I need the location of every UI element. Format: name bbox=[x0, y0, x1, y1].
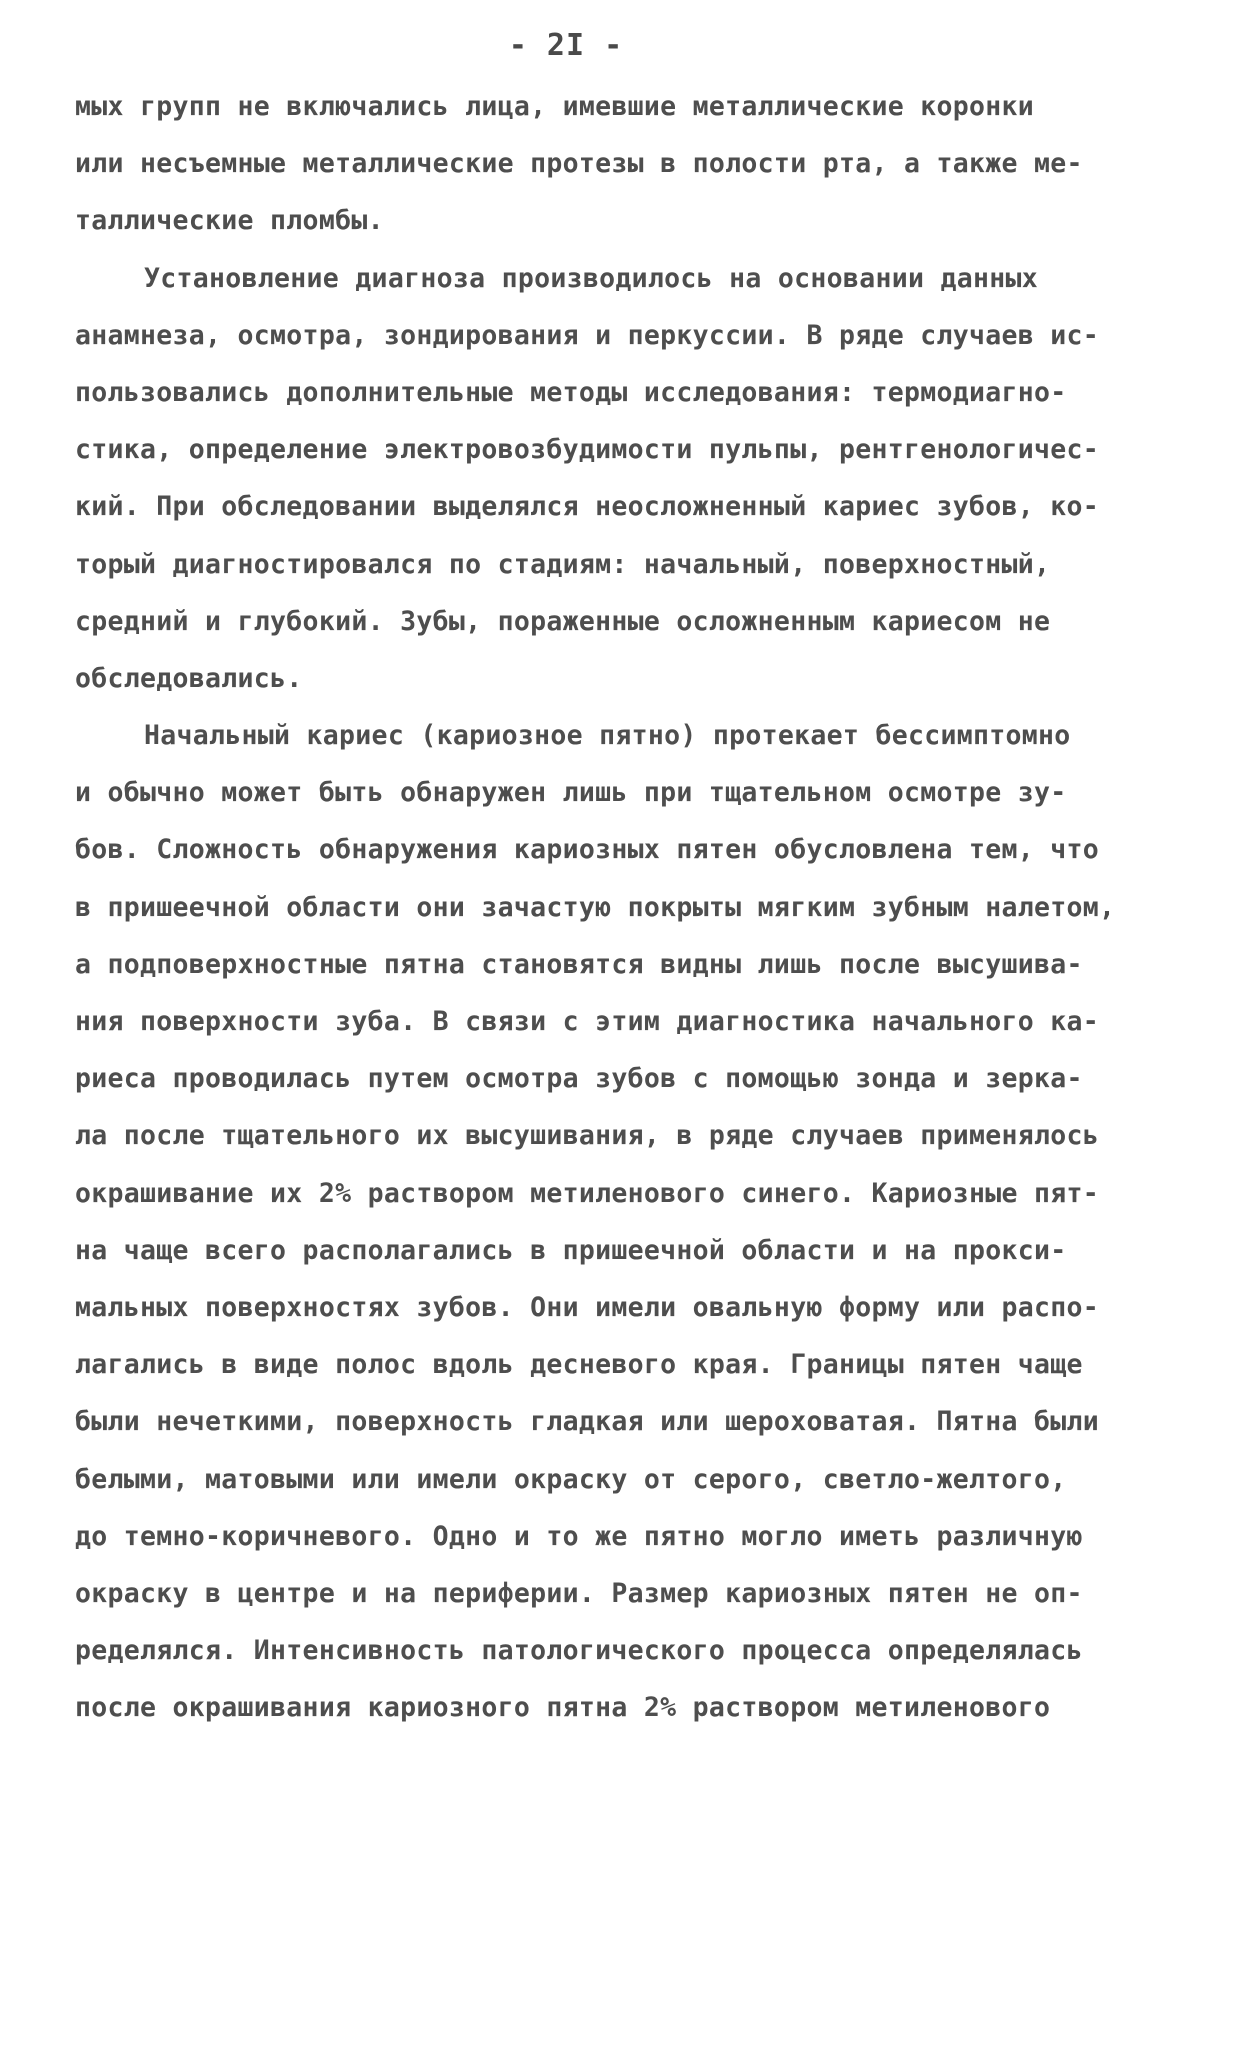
text-line: окрашивание их 2% раствором метиленового синего. Кариозные пят- bbox=[75, 1177, 1100, 1209]
text-line: ния поверхности зуба. В связи с этим диагностика начального ка- bbox=[75, 1006, 1100, 1037]
paragraph-first-line: Установление диагноза производилось на основании данных bbox=[144, 262, 1038, 294]
paragraph-first-line: Начальный кариес (кариозное пятно) протекает бессимптомно bbox=[144, 720, 1071, 752]
text-line: в пришеечной области они зачастую покрыты мягким зубным налетом, bbox=[75, 891, 1116, 923]
text-line: окраску в центре и на периферии. Размер кариозных пятен не оп- bbox=[75, 1577, 1083, 1609]
page-number: - 2I - bbox=[508, 28, 624, 63]
text-line: средний и глубокий. Зубы, пораженные осложненным кариесом не bbox=[75, 605, 1051, 637]
text-line: риеса проводилась путем осмотра зубов с помощью зонда и зерка- bbox=[75, 1063, 1083, 1095]
text-line: или несъемные металлические протезы в полости рта, а также ме- bbox=[75, 148, 1083, 180]
body-text bbox=[75, 78, 1215, 1736]
text-line: стика, определение электровозбудимости пульпы, рентгенологичес- bbox=[75, 434, 1100, 466]
text-line: лагались в виде полос вдоль десневого края. Границы пятен чаще bbox=[75, 1349, 1083, 1381]
text-line: ла после тщательного их высушивания, в ряде случаев применялось bbox=[75, 1120, 1100, 1152]
text-line: до темно-коричневого. Одно и то же пятно могло иметь различную bbox=[75, 1520, 1083, 1552]
text-line: после окрашивания кариозного пятна 2% раствором метиленового bbox=[75, 1692, 1051, 1724]
text-line: обследовались. bbox=[75, 662, 303, 694]
text-line: и обычно может быть обнаружен лишь при тщательном осмотре зу- bbox=[75, 777, 1067, 809]
text-line: мальных поверхностях зубов. Они имели овальную форму или распо- bbox=[75, 1291, 1100, 1323]
text-line: белыми, матовыми или имели окраску от серого, светло-желтого, bbox=[75, 1463, 1067, 1495]
text-line: были нечеткими, поверхность гладкая или шероховатая. Пятна были bbox=[75, 1406, 1100, 1438]
text-line: мых групп не включались лица, имевшие металлические коронки bbox=[75, 91, 1035, 122]
text-line: ределялся. Интенсивность патологического процесса определялась bbox=[75, 1635, 1083, 1667]
text-line: торый диагностировался по стадиям: начальный, поверхностный, bbox=[75, 548, 1051, 580]
text-line: бов. Сложность обнаружения кариозных пятен обусловлена тем, что bbox=[75, 834, 1100, 866]
text-line: пользовались дополнительные методы исследования: термодиагно- bbox=[75, 376, 1067, 408]
text-line: а подповерхностные пятна становятся видны лишь после высушива- bbox=[75, 948, 1083, 980]
text-line: таллические пломбы. bbox=[75, 205, 384, 237]
text-line: на чаще всего располагались в пришеечной области и на прокси- bbox=[75, 1234, 1067, 1266]
text-line: кий. При обследовании выделялся неосложненный кариес зубов, ко- bbox=[75, 491, 1100, 523]
text-line: анамнеза, осмотра, зондирования и перкуссии. В ряде случаев ис- bbox=[75, 319, 1100, 351]
